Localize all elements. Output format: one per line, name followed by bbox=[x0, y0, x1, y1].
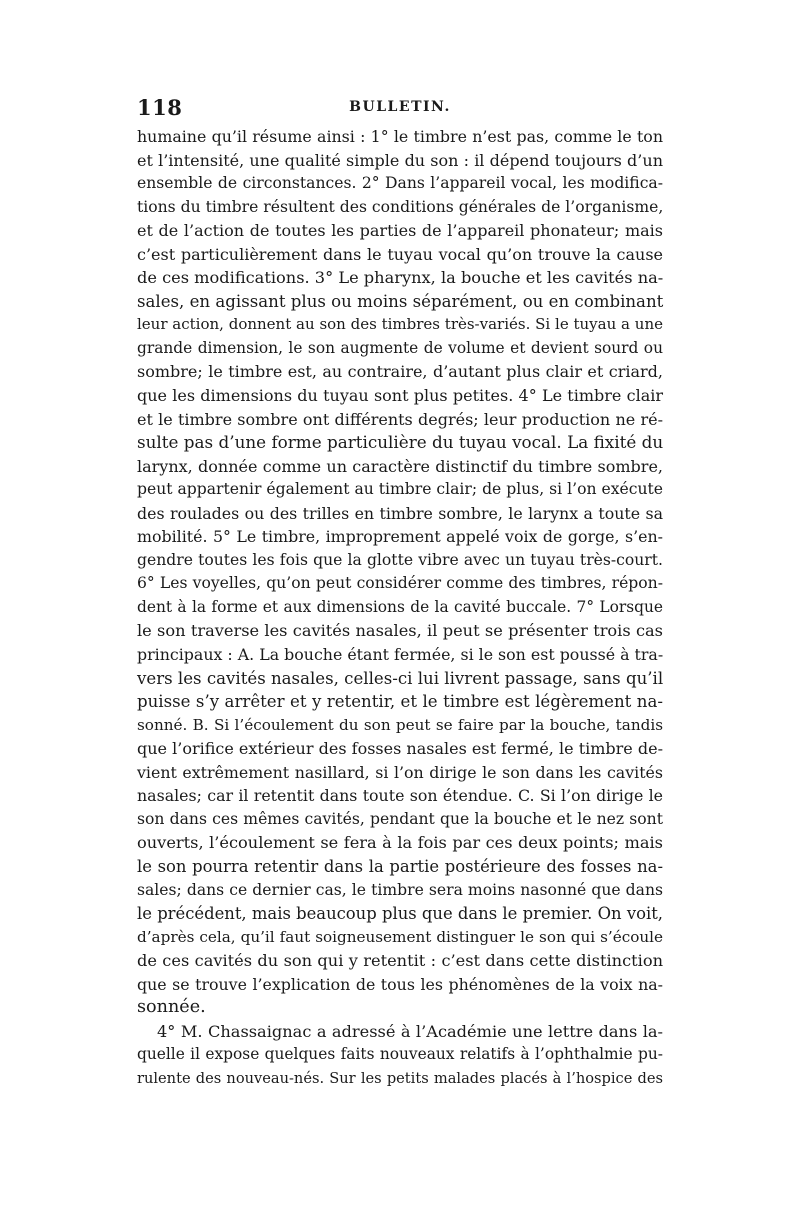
text-line: sales; dans ce dernier cas, le timbre sera moins nasonné que dans bbox=[137, 880, 663, 899]
text-line: peut appartenir également au timbre clair; de plus, si l’on exécute bbox=[137, 480, 663, 499]
text-line: mobilité. 5° Le timbre, improprement appelé voix de gorge, s’en- bbox=[137, 527, 663, 547]
text-line: principaux : A. La bouche étant fermée, si le son est poussé à tra- bbox=[137, 645, 664, 665]
text-line: et de l’action de toutes les parties de l’appareil phonateur; mais bbox=[137, 221, 663, 241]
text-line: grande dimension, le son augmente de volume et devient sourd ou bbox=[137, 338, 663, 357]
text-line: de ces modifications. 3° Le pharynx, la bouche et les cavités na- bbox=[137, 268, 664, 288]
text-line: que les dimensions du tuyau sont plus petites. 4° Le timbre clair bbox=[137, 386, 663, 406]
text-line: et le timbre sombre ont différents degrés; leur production ne ré- bbox=[137, 409, 663, 429]
text-line: que l’orifice extérieur des fosses nasales est fermé, le timbre de- bbox=[137, 739, 663, 759]
text-line: gendre toutes les fois que la glotte vibre avec un tuyau très-court. bbox=[137, 550, 663, 569]
text-line: et l’intensité, une qualité simple du son : il dépend toujours d’un bbox=[137, 150, 663, 170]
text-line: de ces cavités du son qui y retentit : c’est dans cette distinction bbox=[137, 951, 663, 971]
body-text bbox=[137, 125, 663, 1090]
text-line: tions du timbre résultent des conditions générales de l’organisme, bbox=[137, 197, 664, 216]
text-line: 4° M. Chassaignac a adressé à l’Académie une lettre dans la- bbox=[157, 1021, 663, 1041]
text-line: nasales; car il retentit dans toute son étendue. C. Si l’on dirige le bbox=[137, 786, 663, 806]
text-line: le son traverse les cavités nasales, il peut se présenter trois cas bbox=[137, 621, 663, 641]
text-line: son dans ces mêmes cavités, pendant que la bouche et le nez sont bbox=[137, 809, 663, 828]
text-line: des roulades ou des trilles en timbre sombre, le larynx a toute sa bbox=[137, 503, 663, 523]
text-line: sales, en agissant plus ou moins séparément, ou en combinant bbox=[137, 291, 664, 311]
text-line: ensemble de circonstances. 2° Dans l’appareil vocal, les modifica- bbox=[137, 174, 663, 193]
text-line: quelle il expose quelques faits nouveaux relatifs à l’ophthalmie pu- bbox=[137, 1045, 663, 1064]
text-line: que se trouve l’explication de tous les phénomènes de la voix na- bbox=[137, 974, 663, 994]
document-page bbox=[137, 95, 663, 1090]
text-line: sombre; le timbre est, au contraire, d’autant plus clair et criard, bbox=[137, 362, 663, 382]
text-line: ouverts, l’écoulement se fera à la fois par ces deux points; mais bbox=[137, 833, 663, 853]
text-line: rulente des nouveau-nés. Sur les petits malades placés à l’hospice des bbox=[137, 1069, 663, 1087]
text-line: larynx, donnée comme un caractère distinctif du timbre sombre, bbox=[137, 456, 663, 476]
text-line: vers les cavités nasales, celles-ci lui livrent passage, sans qu’il bbox=[137, 668, 664, 688]
text-line: leur action, donnent au son des timbres très-variés. Si le tuyau a une bbox=[137, 315, 663, 334]
text-line: sonnée. bbox=[137, 997, 206, 1018]
text-line: d’après cela, qu’il faut soigneusement distinguer le son qui s’écoule bbox=[137, 927, 663, 946]
running-head: BULLETIN. bbox=[349, 99, 451, 115]
page-number: 118 bbox=[137, 95, 183, 120]
text-line: humaine qu’il résume ainsi : 1° le timbre n’est pas, comme le ton bbox=[137, 127, 663, 146]
page-header bbox=[137, 95, 663, 125]
text-line: sonné. B. Si l’écoulement du son peut se faire par la bouche, tandis bbox=[137, 715, 663, 734]
text-line: vient extrêmement nasillard, si l’on dirige le son dans les cavités bbox=[137, 762, 663, 782]
text-line: le précédent, mais beaucoup plus que dans le premier. On voit, bbox=[137, 904, 663, 924]
text-line: dent à la forme et aux dimensions de la cavité buccale. 7° Lorsque bbox=[137, 597, 663, 616]
text-line: puisse s’y arrêter et y retentir, et le timbre est légèrement na- bbox=[137, 692, 663, 712]
text-line: c’est particulièrement dans le tuyau vocal qu’on trouve la cause bbox=[137, 244, 663, 264]
text-line: sulte pas d’une forme particulière du tuyau vocal. La fixité du bbox=[137, 432, 664, 453]
text-line: le son pourra retentir dans la partie postérieure des fosses na- bbox=[137, 856, 663, 876]
text-line: 6° Les voyelles, qu’on peut considérer comme des timbres, répon- bbox=[137, 574, 663, 593]
